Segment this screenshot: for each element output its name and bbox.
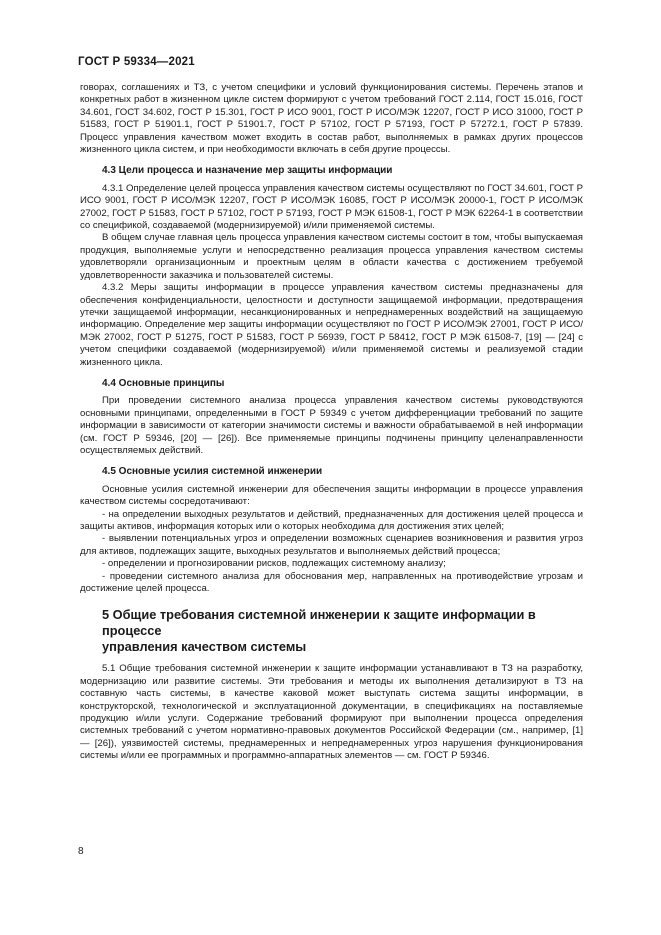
section-4-5-heading: 4.5 Основные усилия системной инженерии	[102, 466, 323, 478]
section-4-3-paragraph-3: 4.3.2 Меры защиты информации в процессе управления качеством системы предназначены для обеспечения конфиденциальности, целостности и доступности защищаемой информации, предотвращения утечки защищаемой информации, несанкционированных и непреднамеренных воздействий на защищаемую информацию. Определение мер защиты информации осуществляют по ГОСТ Р ИСО/МЭК 27001, ГОСТ Р ИСО/МЭК 27002, ГОСТ Р 51275, ГОСТ Р 51583, ГОСТ Р 56939, ГОСТ Р 58412, ГОСТ Р МЭК 61508-7, [19] — [24] с учетом специфики создаваемой (модернизируемой) и/или применяемой системы и реализуемой стадии жизненного цикла.	[80, 282, 583, 368]
list-item: - проведении системного анализа для обоснования мер, направленных на противодействие угрозам и достижение целей процесса.	[80, 570, 583, 595]
section-5-heading-line-2: управления качеством системы	[102, 639, 307, 655]
section-4-3-paragraph-1: 4.3.1 Определение целей процесса управления качеством системы осуществляют по ГОСТ 34.601, ГОСТ Р ИСО 9001, ГОСТ Р ИСО/МЭК 12207, ГОСТ Р ИСО/МЭК 16085, ГОСТ Р ИСО/МЭК 20000-1, ГОСТ Р ИСО/МЭК 27002, ГОСТ Р 51583, ГОСТ Р 57102, ГОСТ Р 57193, ГОСТ Р МЭК 61508-1, ГОСТ Р МЭК 62264-1 в соответствии со спецификой, создаваемой (модернизируемой) и/или применяемой системы.	[80, 182, 583, 232]
section-4-3-paragraph-2: В общем случае главная цель процесса управления качеством системы состоит в том, чтобы выпускаемая продукция, выполняемые услуги и непосредственно реализация процесса управления качеством системы удовлетворяли организационным и проектным целям в области качества с достижением требуемой удовлетворенности заказчика и пользователей системы.	[80, 232, 583, 281]
list-item: - выявлении потенциальных угроз и определении возможных сценариев возникновения и развития угроз для активов, подлежащих защите, выходных результатов и выполняемых действий процесса;	[80, 533, 583, 557]
list-item: - определении и прогнозировании рисков, подлежащих системному анализу;	[102, 558, 446, 570]
section-4-4-heading: 4.4 Основные принципы	[102, 377, 225, 389]
list-item: - на определении выходных результатов и действий, предназначенных для достижения целей процесса и защиты активов, информация которых или о которых необходима для достижения этих целей;	[80, 508, 583, 532]
intro-paragraph: говорах, соглашениях и ТЗ, с учетом специфики и условий функционирования системы. Перечень этапов и конкретных работ в жизненном цикле систем формируют с учетом требований ГОСТ 2.114, ГОСТ 15.016, ГОСТ 34.601, ГОСТ 34.602, ГОСТ Р 15.301, ГОСТ Р ИСО 9001, ГОСТ Р ИСО/МЭК 12207, ГОСТ Р ИСО 31000, ГОСТ Р 51583, ГОСТ Р 51901.1, ГОСТ Р 51901.7, ГОСТ Р 57102, ГОСТ Р 57193, ГОСТ Р 57272.1, ГОСТ Р 57839. Процесс управления качеством может входить в состав работ, выполняемых в рамках других процессов жизненного цикла систем, и при необходимости включать в себя другие процессы.	[80, 82, 583, 156]
page-content	[80, 82, 583, 763]
section-4-5-paragraph-1: Основные усилия системной инженерии для обеспечения защиты информации в процессе управления качеством системы сосредотачивают:	[80, 483, 583, 508]
page-number: 8	[78, 846, 84, 857]
section-5-paragraph-1: 5.1 Общие требования системной инженерии к защите информации устанавливают в ТЗ на разработку, модернизацию или развитие системы. Эти требования и методы их выполнения детализируют в ТЗ на составную часть системы, в качестве каковой может выступать система защиты информации, в конструкторской, технологической и эксплуатационной документации, в спецификациях на поставляемые продукцию и/или услуги. Содержание требований формируют при выполнении процесса определения системных требований с учетом нормативно-правовых документов Российской Федерации (см., например, [1] — [26]), уязвимостей системы, преднамеренных и непреднамеренных угроз нарушения функционирования системы и/или ее программных и программно-аппаратных элементов — см. ГОСТ Р 59346.	[80, 663, 583, 762]
section-5-heading	[102, 607, 583, 655]
standard-header: ГОСТ Р 59334—2021	[78, 56, 195, 68]
section-4-3-heading: 4.3 Цели процесса и назначение мер защиты информации	[102, 165, 393, 177]
section-5-heading-line-1: 5 Общие требования системной инженерии к защите информации в процессе	[102, 607, 536, 639]
section-4-4-paragraph-1: При проведении системного анализа процесса управления качеством системы руководствуются основными принципами, определенными в ГОСТ Р 59349 с учетом дифференциации требований по защите информации в зависимости от категории значимости системы и важности обрабатываемой в ней информации (см. ГОСТ Р 59346, [20] — [26]). Все применяемые принципы подчинены принципу целенаправленности осуществляемых действий.	[80, 395, 583, 456]
